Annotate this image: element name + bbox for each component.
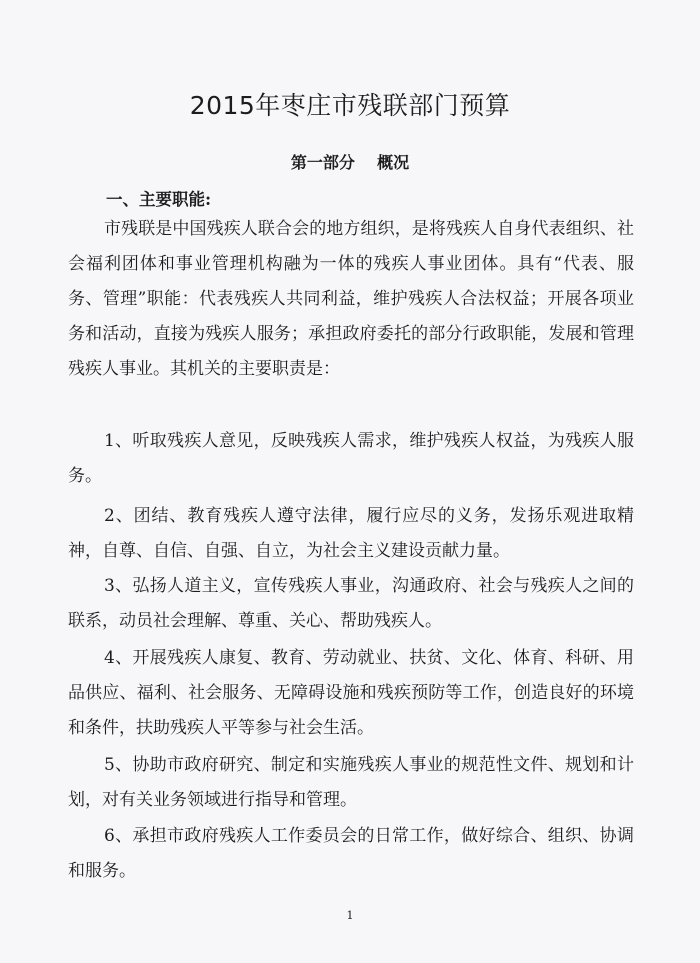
page-number: 1	[346, 909, 354, 922]
duty-paragraph-4: 4、开展残疾人康复、教育、劳动就业、扶贫、文化、体育、科研、用品供应、福利、社会服务、无障碍设施和残疾预防等工作，创造良好的环境和条件，扶助残疾人平等参与社会生活。	[68, 648, 634, 738]
subsection-heading: 一、主要职能:	[106, 190, 212, 209]
intro-paragraph: 市残联是中国残疾人联合会的地方组织，是将残疾人自身代表组织、社会福利团体和事业管理机构融为一体的残疾人事业团体。具有“代表、服务、管理”职能：代表残疾人共同利益，维护残疾人合法权益；开展各项业务和活动，直接为残疾人服务；承担政府委托的部分行政职能，发展和管理残疾人事业。其机关的主要职责是：	[68, 219, 634, 379]
duty-paragraph-1: 1、听取残疾人意见，反映残疾人需求，维护残疾人权益，为残疾人服务。	[68, 431, 634, 486]
duty-paragraph-6: 6、承担市政府残疾人工作委员会的日常工作，做好综合、组织、协调和服务。	[68, 826, 634, 881]
document-title: 2015年枣庄市残联部门预算	[189, 91, 511, 120]
duty-paragraph-3: 3、弘扬人道主义，宣传残疾人事业，沟通政府、社会与残疾人之间的联系，动员社会理解、尊重、关心、帮助残疾人。	[68, 576, 634, 631]
section-heading: 第一部分 概况	[290, 153, 410, 172]
duty-paragraph-2: 2、团结、教育残疾人遵守法律，履行应尽的义务，发扬乐观进取精神，自尊、自信、自强、自立，为社会主义建设贡献力量。	[68, 506, 634, 561]
duty-paragraph-5: 5、协助市政府研究、制定和实施残疾人事业的规范性文件、规划和计划，对有关业务领域进行指导和管理。	[68, 755, 634, 810]
